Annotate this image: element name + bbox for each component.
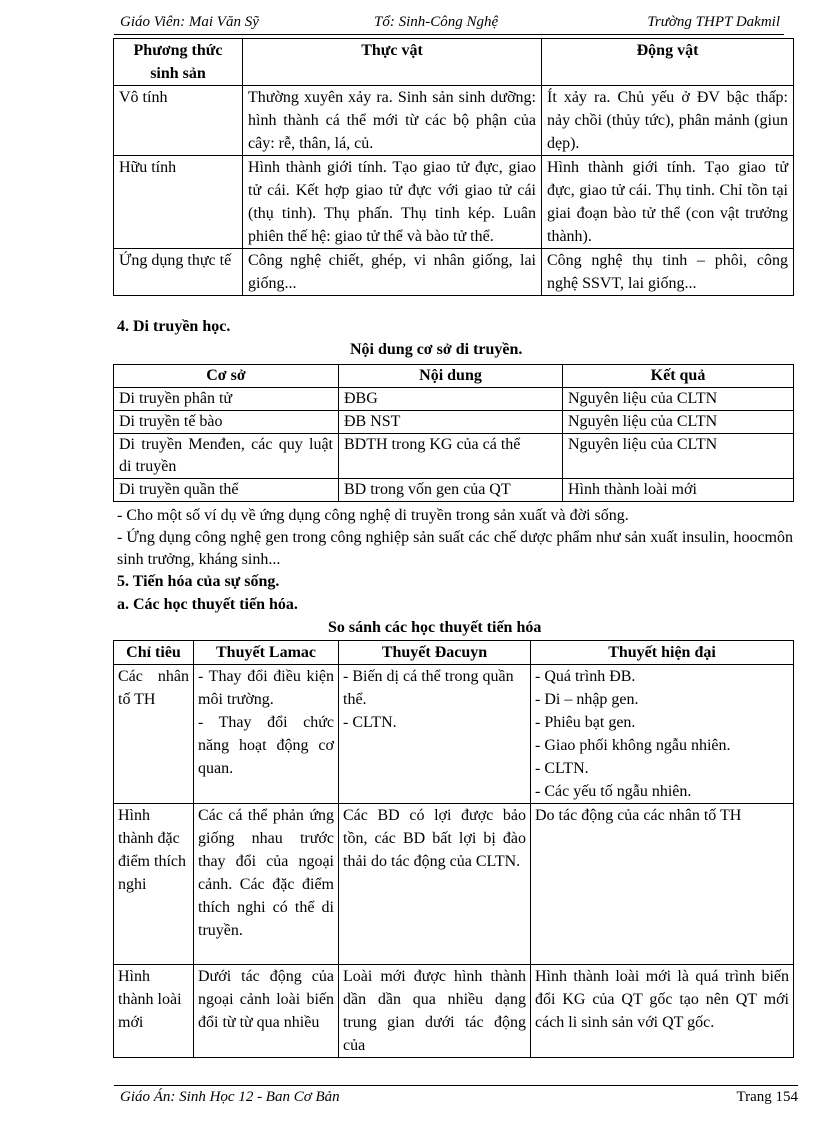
header-cell: Phương thức sinh sản: [114, 39, 243, 86]
table-cell: ĐB NST: [339, 411, 563, 434]
table-cell: Các nhân tố TH: [114, 665, 194, 804]
table-cell: Vô tính: [114, 86, 243, 156]
genetics-note-2: - Ứng dụng công nghệ gen trong công nghiệp sản suất các chế dược phẩm như sản xuất insulin, hoocmôn sinh trưởng, kháng sinh...: [117, 529, 793, 568]
table-row: [114, 665, 794, 804]
page-header: [114, 12, 784, 35]
table-cell: ĐBG: [339, 388, 563, 411]
section5-table-title: So sánh các học thuyết tiến hóa: [328, 619, 542, 636]
table-cell: Các BD có lợi được bảo tồn, các BD bất lợi bị đào thải do tác động của CLTN.: [339, 804, 531, 965]
table-cell: Nguyên liệu của CLTN: [563, 388, 794, 411]
table-row: [114, 86, 794, 156]
header-cell: Thuyết hiện đại: [531, 641, 794, 665]
table-cell: Hữu tính: [114, 156, 243, 249]
table-cell: Do tác động của các nhân tố TH: [531, 804, 794, 965]
table-cell: Di truyền phân tử: [114, 388, 339, 411]
page-footer: [114, 1085, 798, 1108]
header-cell: Nội dung: [339, 365, 563, 388]
table-cell: Công nghệ thụ tinh – phôi, công nghệ SSVT, lai giống...: [542, 249, 794, 296]
table-cell: Di truyền Menđen, các quy luật di truyền: [114, 434, 339, 479]
table-row: [114, 804, 794, 965]
reproduction-table: [113, 38, 794, 296]
section5-heading: 5. Tiến hóa của sự sống.: [117, 573, 280, 590]
table-cell: BD trong vốn gen của QT: [339, 479, 563, 502]
table-header-row: [114, 39, 794, 86]
footer-title: Giáo Án: Sinh Học 12 - Ban Cơ Bản: [120, 1089, 340, 1105]
table-cell: - Biến dị cá thể trong quần thể. - CLTN.: [339, 665, 531, 804]
header-cell: Kết quả: [563, 365, 794, 388]
header-cell: Cơ sở: [114, 365, 339, 388]
table-cell: Hình thành loài mới: [114, 965, 194, 1058]
table-header-row: [114, 365, 794, 388]
table-cell: Nguyên liệu của CLTN: [563, 411, 794, 434]
table-cell: Ít xảy ra. Chủ yếu ở ĐV bậc thấp: nảy chồi (thủy tức), phân mảnh (giun dẹp).: [542, 86, 794, 156]
section4-heading: 4. Di truyền học.: [117, 318, 231, 335]
table-cell: Di truyền quần thể: [114, 479, 339, 502]
table-cell: Hình thành giới tính. Tạo giao tử đực, giao tử cái. Thụ tinh. Chỉ tồn tại giai đoạn bào tử thể (con vật trưởng thành).: [542, 156, 794, 249]
table-cell: Hình thành loài mới: [563, 479, 794, 502]
table-cell: Các cá thể phản ứng giống nhau trước thay đổi của ngoại cảnh. Các đặc điểm thích nghi có thể di truyền.: [194, 804, 339, 965]
table-row: [114, 156, 794, 249]
header-group: Tổ: Sinh-Công Nghệ: [374, 14, 499, 30]
table-cell: BDTH trong KG của cá thể: [339, 434, 563, 479]
table-cell: Hình thành loài mới là quá trình biến đổi KG của QT gốc tạo nên QT mới cách li sinh sản với QT gốc.: [531, 965, 794, 1058]
table-row: [114, 965, 794, 1058]
table-row: [114, 434, 794, 479]
genetics-note-1: - Cho một số ví dụ về ứng dụng công nghệ di truyền trong sản xuất và đời sống.: [117, 507, 629, 524]
evolution-theories-table: [113, 640, 794, 1058]
section5-subheading: a. Các học thuyết tiến hóa.: [117, 596, 298, 613]
table-cell: Di truyền tế bào: [114, 411, 339, 434]
table-cell: - Thay đổi điều kiện môi trường. - Thay đổi chức năng hoạt động cơ quan.: [194, 665, 339, 804]
header-cell: Động vật: [542, 39, 794, 86]
table-cell: - Quá trình ĐB. - Di – nhập gen. - Phiêu bạt gen. - Giao phối không ngẫu nhiên. - CLTN. - Các yếu tố ngẫu nhiên.: [531, 665, 794, 804]
header-cell: Thuyết Đacuyn: [339, 641, 531, 665]
table-cell: Thường xuyên xảy ra. Sinh sản sinh dưỡng: hình thành cá thể mới từ các bộ phận của cây: rễ, thân, lá, củ.: [243, 86, 542, 156]
table-cell: Dưới tác động của ngoại cảnh loài biến đổi từ từ qua nhiều: [194, 965, 339, 1058]
header-cell: Thực vật: [243, 39, 542, 86]
table-row: [114, 249, 794, 296]
table-cell: Hình thành giới tính. Tạo giao tử đực, giao tử cái. Kết hợp giao tử đực với giao tử cái (thụ tinh). Thụ phấn. Thụ tinh kép. Luân phiên thế hệ: giao tử thể và bào tử thể.: [243, 156, 542, 249]
table-cell: Nguyên liệu của CLTN: [563, 434, 794, 479]
header-school: Trường THPT Dakmil: [647, 14, 780, 30]
section4-table-title: Nội dung cơ sở di truyền.: [350, 341, 523, 358]
table-cell: Loài mới được hình thành dần dần qua nhiều dạng trung gian dưới tác động của: [339, 965, 531, 1058]
table-cell: Ứng dụng thực tế: [114, 249, 243, 296]
header-teacher: Giáo Viên: Mai Văn Sỹ: [120, 14, 259, 30]
table-cell: Công nghệ chiết, ghép, vi nhân giống, lai giống...: [243, 249, 542, 296]
table-cell: Hình thành đặc điểm thích nghi: [114, 804, 194, 965]
page-number: Trang 154: [736, 1089, 798, 1105]
table-header-row: [114, 641, 794, 665]
table-row: [114, 388, 794, 411]
header-cell: Chỉ tiêu: [114, 641, 194, 665]
table-row: [114, 479, 794, 502]
table-row: [114, 411, 794, 434]
header-cell: Thuyết Lamac: [194, 641, 339, 665]
genetics-table: [113, 364, 794, 502]
